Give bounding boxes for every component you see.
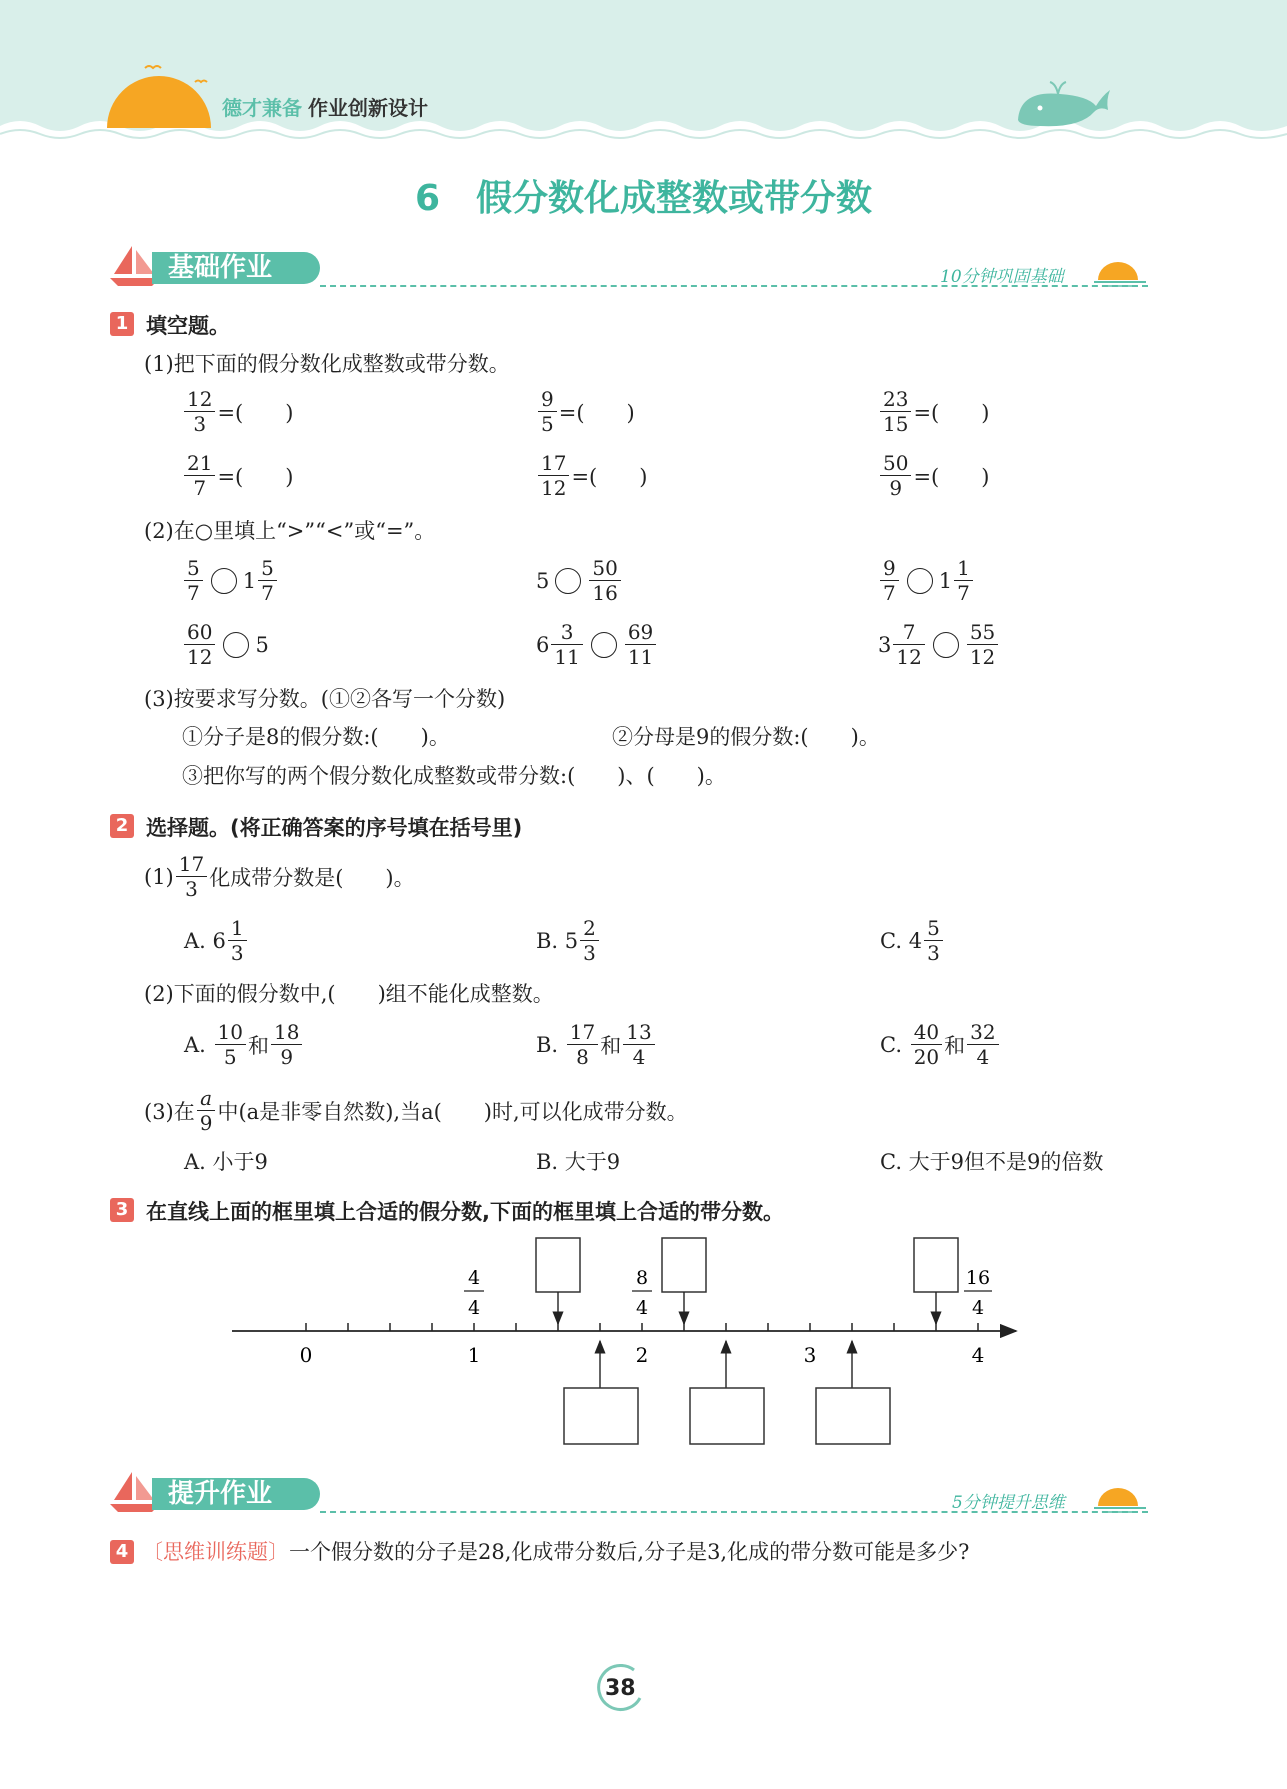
q2-sub2: (2)下面的假分数中,( )组不能化成整数。	[144, 982, 554, 1006]
whale-icon	[1010, 76, 1110, 131]
upper-answer-box	[914, 1238, 958, 1292]
tick-label: 4	[971, 1343, 985, 1367]
answer-blank[interactable]: =( )	[913, 464, 990, 489]
svg-text:4: 4	[635, 1297, 649, 1319]
upper-answer-box	[662, 1238, 706, 1292]
q1-part2-instruction: (2)在○里填上“>”“<”或“=”。	[144, 519, 436, 543]
question-1-number: 1	[110, 312, 134, 336]
svg-text:4: 4	[467, 1267, 481, 1289]
q2-s3-option-b[interactable]: B. 大于9	[536, 1150, 621, 1174]
section-advanced-label: 提升作业	[152, 1478, 320, 1510]
svg-text:4: 4	[971, 1297, 985, 1319]
brand-green: 德才兼备	[222, 96, 302, 120]
q1-p1-item: $\frac{12}{3}$ =( )	[182, 387, 293, 436]
q1-part1-instruction: (1)把下面的假分数化成整数或带分数。	[144, 352, 510, 376]
svg-text:8: 8	[635, 1267, 649, 1289]
page-number: 38	[605, 1676, 636, 1701]
svg-text:16: 16	[965, 1267, 991, 1289]
compare-circle[interactable]	[555, 568, 581, 594]
answer-blank[interactable]: =( )	[571, 464, 648, 489]
q1-p2-item: 5 $\frac{50}{16}$	[536, 556, 623, 605]
brand-title	[222, 92, 428, 121]
upper-answer-box	[536, 1238, 580, 1292]
compare-circle[interactable]	[211, 568, 237, 594]
answer-blank[interactable]: =( )	[217, 464, 294, 489]
lower-answer-box	[564, 1388, 638, 1444]
lower-answer-box	[816, 1388, 890, 1444]
q1-p2-item: $\frac{60}{12}$ 5	[182, 620, 269, 669]
sunset-icon	[1092, 254, 1148, 288]
q1-p1-item: $\frac{50}{9}$ =( )	[878, 451, 989, 500]
section-basic-label: 基础作业	[152, 252, 320, 284]
q2-sub1: (1) $\frac{17}{3}$ 化成带分数是( )。	[144, 852, 415, 901]
answer-blank[interactable]: =( )	[913, 400, 990, 425]
q2-s2-option-c[interactable]: C. $\frac{40}{20}$ 和 $\frac{32}{4}$	[880, 1020, 1001, 1069]
q1-p1-item: $\frac{17}{12}$ =( )	[536, 451, 647, 500]
sunset-icon	[1092, 1480, 1148, 1514]
q1-p1-item: $\frac{21}{7}$ =( )	[182, 451, 293, 500]
tick-label: 0	[299, 1343, 313, 1367]
q1-p2-item: $\frac{9}{7}$ 1 $\frac{1}{7}$	[878, 556, 975, 605]
question-2-title: 选择题。(将正确答案的序号填在括号里)	[146, 816, 523, 840]
q1-p2-item: 6 $\frac{3}{11}$ $\frac{69}{11}$	[536, 620, 658, 669]
q1-p1-item: $\frac{23}{15}$ =( )	[878, 387, 989, 436]
q2-s1-option-b[interactable]: B. 5 $\frac{2}{3}$	[536, 916, 601, 965]
q2-s1-option-c[interactable]: C. 4 $\frac{5}{3}$	[880, 916, 945, 965]
question-4-body: 一个假分数的分子是28,化成带分数后,分子是3,化成的带分数可能是多少?	[289, 1540, 970, 1564]
answer-blank[interactable]: =( )	[558, 400, 635, 425]
brand-black: 作业创新设计	[308, 96, 428, 120]
compare-circle[interactable]	[223, 632, 249, 658]
q2-s1-option-a[interactable]: A. 6 $\frac{1}{3}$	[184, 916, 249, 965]
tick-label: 1	[467, 1343, 481, 1367]
q1-p2-item: 3 $\frac{7}{12}$ $\frac{55}{12}$	[878, 620, 1000, 669]
q1-part3-a[interactable]: ①分子是8的假分数:( )。	[182, 725, 450, 749]
compare-circle[interactable]	[907, 568, 933, 594]
thinking-tag: 〔思维训练题〕	[142, 1540, 289, 1564]
question-4-number: 4	[110, 1540, 134, 1564]
question-1-title: 填空题。	[146, 314, 230, 338]
number-line-diagram	[0, 1230, 1287, 1460]
q2-s2-option-a[interactable]: A. $\frac{10}{5}$ 和 $\frac{18}{9}$	[184, 1020, 304, 1069]
q2-s3-option-c[interactable]: C. 大于9但不是9的倍数	[880, 1150, 1104, 1174]
q1-part3-instruction: (3)按要求写分数。(①②各写一个分数)	[144, 687, 506, 711]
answer-blank[interactable]: =( )	[217, 400, 294, 425]
question-3-number: 3	[110, 1198, 134, 1222]
section-basic-note: 10分钟巩固基础	[940, 267, 1064, 287]
compare-circle[interactable]	[591, 632, 617, 658]
q1-part3-c[interactable]: ③把你写的两个假分数化成整数或带分数:( )、( )。	[182, 764, 726, 788]
question-3-title: 在直线上面的框里填上合适的假分数,下面的框里填上合适的带分数。	[146, 1200, 784, 1224]
question-2-number: 2	[110, 814, 134, 838]
q1-p2-item: $\frac{5}{7}$ 1 $\frac{5}{7}$	[182, 556, 279, 605]
tick-label: 3	[803, 1343, 817, 1367]
lower-answer-box	[690, 1388, 764, 1444]
compare-circle[interactable]	[933, 632, 959, 658]
question-4-text	[142, 1538, 969, 1566]
sun-icon	[105, 60, 215, 130]
q2-s2-option-b[interactable]: B. $\frac{17}{8}$ 和 $\frac{13}{4}$	[536, 1020, 657, 1069]
tick-marks	[306, 1323, 978, 1331]
tick-label: 2	[635, 1343, 649, 1367]
q1-part3-b[interactable]: ②分母是9的假分数:( )。	[612, 725, 880, 749]
section-advanced-note: 5分钟提升思维	[952, 1493, 1065, 1513]
q2-s3-option-a[interactable]: A. 小于9	[184, 1150, 268, 1174]
q1-p1-item: $\frac{9}{5}$ =( )	[536, 387, 635, 436]
page-title: 6 假分数化成整数或带分数	[414, 178, 873, 219]
svg-text:4: 4	[467, 1297, 481, 1319]
q2-sub3: (3)在 $\frac{a}{9}$ 中(a是非零自然数),当a( )时,可以化成带分数。	[144, 1086, 688, 1135]
